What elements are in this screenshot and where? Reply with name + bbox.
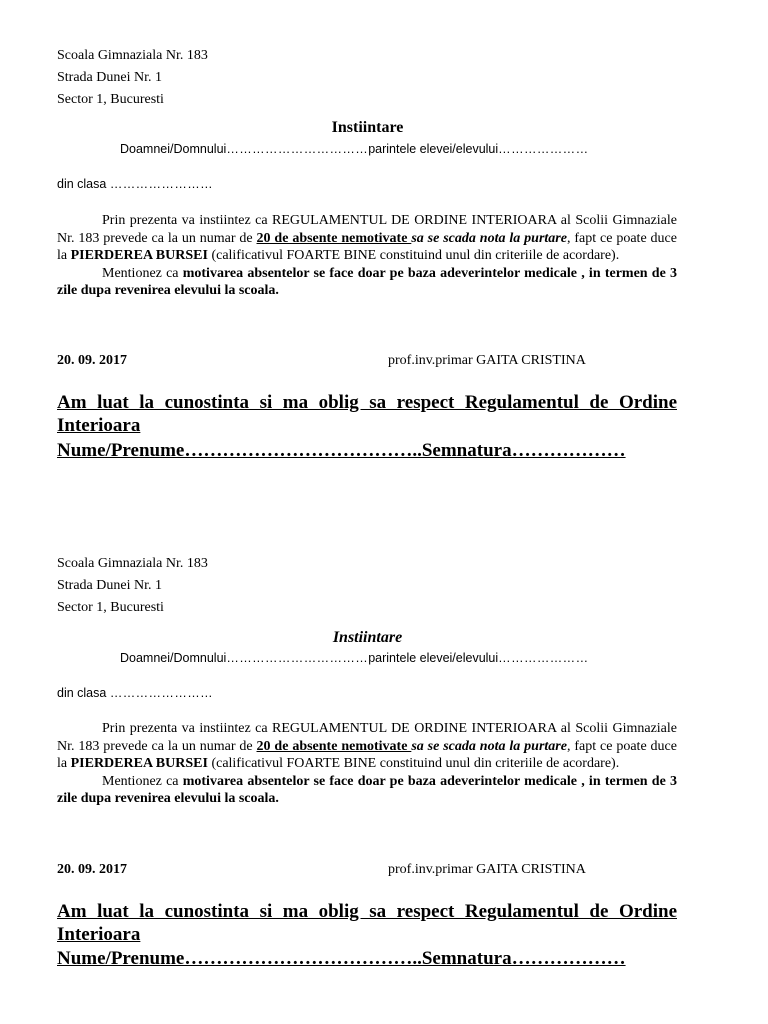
class-dots: …………………… (109, 686, 214, 700)
notice-2 (0, 510, 768, 980)
regulation-end: (calificativul FOARTE BINE constituind unul din criteriile de acordare). (207, 248, 620, 263)
school-street: Strada Dunei Nr. 1 (57, 578, 162, 593)
school-sector: Sector 1, Bucuresti (57, 600, 164, 615)
motivation-intro: Mentionez ca (102, 265, 183, 281)
class-dots: …………………… (109, 177, 214, 191)
paragraph-motivation (57, 773, 677, 808)
parent-dots: ………………… (498, 142, 589, 156)
paragraph-motivation (57, 265, 677, 300)
school-sector: Sector 1, Bucuresti (57, 92, 164, 107)
notice-title: Instiintare (332, 629, 403, 646)
parent-label: parintele elevei/elevului (368, 142, 499, 156)
regulation-mid: , fapt ce poate duce la (57, 738, 677, 771)
teacher-name: prof.inv.primar GAITA CRISTINA (388, 353, 586, 368)
recipient-dots: …………………………… (226, 651, 369, 665)
class-line (57, 686, 213, 700)
class-label: din clasa (57, 686, 107, 700)
signature-line: Nume/Prenume………………………………..Semnatura……………… (57, 440, 626, 461)
teacher-name: prof.inv.primar GAITA CRISTINA (388, 862, 586, 877)
recipient-label: Doamnei/Domnului (120, 651, 227, 665)
recipient-dots: …………………………… (226, 142, 369, 156)
class-line (57, 177, 213, 191)
grade-consequence: sa se scada nota la purtare (411, 738, 567, 754)
acknowledgement-text: Am luat la cunostinta si ma oblig sa respect Regulamentul de Ordine Interioara (57, 901, 677, 945)
recipient-label: Doamnei/Domnului (120, 142, 227, 156)
school-street: Strada Dunei Nr. 1 (57, 70, 162, 85)
absences-threshold: 20 de absente nemotivate (256, 230, 412, 246)
regulation-mid: , fapt ce poate duce la (57, 230, 677, 263)
notice-date: 20. 09. 2017 (57, 862, 127, 877)
notice-1 (0, 0, 768, 470)
absences-threshold: 20 de absente nemotivate (256, 738, 412, 754)
regulation-end: (calificativul FOARTE BINE constituind unul din criteriile de acordare). (207, 756, 620, 771)
recipient-line (120, 142, 588, 156)
parent-label: parintele elevei/elevului (368, 651, 499, 665)
recipient-line (120, 651, 588, 665)
motivation-intro: Mentionez ca (102, 773, 183, 789)
motivation-rule: motivarea absentelor se face doar pe baza adeverintelor medicale , in termen de 3 zile dupa revenirea elevului la scoala. (57, 265, 677, 298)
parent-dots: ………………… (498, 651, 589, 665)
scholarship-loss: PIERDEREA BURSEI (70, 248, 208, 263)
regulation-intro: Prin prezenta va instiintez ca REGULAMENTUL DE ORDINE INTERIOARA al Scolii Gimnaziale Nr. 183 prevede ca la un numar de (57, 213, 677, 246)
scholarship-loss: PIERDEREA BURSEI (70, 756, 208, 771)
regulation-intro: Prin prezenta va instiintez ca REGULAMENTUL DE ORDINE INTERIOARA al Scolii Gimnaziale Nr. 183 prevede ca la un numar de (57, 721, 677, 754)
signature-line: Nume/Prenume………………………………..Semnatura……………… (57, 948, 626, 969)
notice-body (57, 720, 677, 808)
school-address (57, 45, 208, 111)
school-address (57, 553, 208, 619)
paragraph-regulation (57, 212, 677, 265)
grade-consequence: sa se scada nota la purtare (411, 230, 567, 246)
school-name: Scoala Gimnaziala Nr. 183 (57, 48, 208, 63)
notice-title: Instiintare (331, 119, 404, 136)
acknowledgement-text: Am luat la cunostinta si ma oblig sa respect Regulamentul de Ordine Interioara (57, 392, 677, 436)
school-name: Scoala Gimnaziala Nr. 183 (57, 556, 208, 571)
notice-body (57, 212, 677, 300)
motivation-rule: motivarea absentelor se face doar pe baza adeverintelor medicale , in termen de 3 zile dupa revenirea elevului la scoala. (57, 773, 677, 806)
class-label: din clasa (57, 177, 107, 191)
paragraph-regulation (57, 720, 677, 773)
notice-date: 20. 09. 2017 (57, 353, 127, 368)
